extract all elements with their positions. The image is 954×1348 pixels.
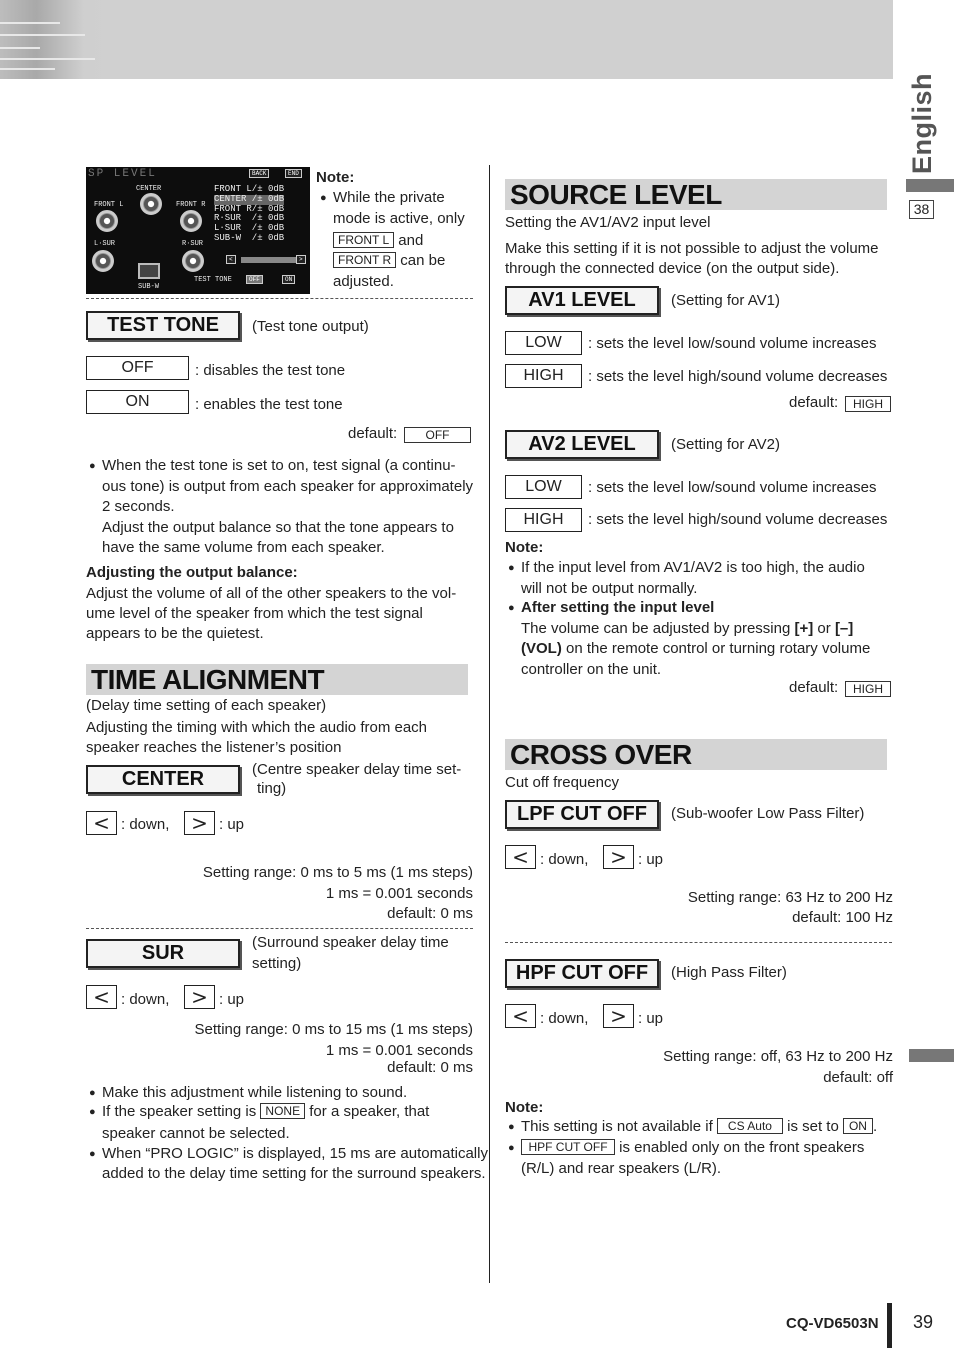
note-text: (VOL) on the remote control or turning rotary volume	[521, 640, 871, 657]
header-photo	[0, 0, 120, 79]
time-alignment-title: TIME ALIGNMENT	[86, 664, 468, 695]
center-ms: 1 ms = 0.001 seconds	[325, 885, 473, 902]
center-range: Setting range: 0 ms to 5 ms (1 ms steps)	[202, 864, 473, 881]
level-row: CENTER /± 0dB	[214, 193, 285, 204]
note-text: ● If the input level from AV1/AV2 is too high, the audio	[521, 558, 865, 578]
note-text: ● HPF CUT OFF is enabled only on the front speakers	[521, 1138, 864, 1158]
av2-level-button[interactable]: AV2 LEVEL	[505, 430, 659, 459]
bullet-text: added to the delay time setting for the surround speakers.	[102, 1165, 486, 1182]
bullet-text: ● Make this adjustment while listening to sound.	[102, 1083, 407, 1103]
left-arrow-icon: <	[226, 255, 236, 264]
bullet-text: Adjust the output balance so that the tone appears to	[102, 519, 454, 536]
ta-text: speaker reaches the listener’s position	[86, 739, 342, 756]
low-desc: : sets the level low/sound volume increases	[588, 479, 877, 496]
header-band	[0, 0, 893, 79]
sl-text: Make this setting if it is not possible to adjust the volume	[505, 240, 879, 257]
sur-range: Setting range: 0 ms to 15 ms (1 ms steps)	[194, 1021, 473, 1038]
center-button[interactable]: CENTER	[86, 765, 240, 794]
test-tone-on: ON	[282, 275, 295, 284]
on-desc: : enables the test tone	[195, 396, 343, 413]
sur-ms: 1 ms = 0.001 seconds	[325, 1042, 473, 1059]
off-desc: : disables the test tone	[195, 362, 346, 379]
hpf-cut-off-button[interactable]: HPF CUT OFF	[505, 959, 659, 988]
low-desc: : sets the level low/sound volume increases	[588, 335, 877, 352]
co-text: Cut off frequency	[505, 774, 619, 791]
av2-high-option[interactable]: HIGH	[505, 508, 582, 532]
sur-default: default: 0 ms	[387, 1059, 473, 1076]
level-row: FRONT L/± 0dB	[214, 184, 285, 194]
up-label: : up	[219, 991, 245, 1008]
sur-up-button[interactable]: >	[184, 985, 215, 1009]
test-tone-desc: (Test tone output)	[252, 318, 369, 335]
note-line: ● While the private	[333, 188, 445, 208]
on-box: ON	[843, 1118, 873, 1134]
note-text: ● This setting is not available if CS Auto is set to ON .	[521, 1117, 877, 1137]
divider	[86, 298, 473, 299]
level-row: FRONT R/± 0dB	[214, 203, 285, 214]
center-down-button[interactable]: <	[86, 811, 117, 835]
default-value: OFF	[404, 426, 471, 446]
test-tone-label: TEST TONE	[194, 276, 232, 284]
note-heading: Note:	[505, 1099, 544, 1116]
l-sur-label: L·SUR	[94, 240, 116, 248]
down-label: : down,	[540, 851, 589, 868]
sur-desc: setting)	[252, 955, 302, 972]
ta-text: (Delay time setting of each speaker)	[86, 697, 327, 714]
footer-bar	[887, 1303, 892, 1348]
hpf-cut-off-box: HPF CUT OFF	[521, 1139, 615, 1155]
note-heading: Note:	[505, 539, 544, 556]
none-box: NONE	[260, 1103, 305, 1119]
default-value: HIGH	[845, 680, 891, 700]
sp-level-screen	[86, 167, 310, 294]
hpf-default: default: off	[823, 1069, 893, 1086]
note-line: FRONT R can be	[333, 251, 445, 271]
model-number: CQ-VD6503N	[786, 1315, 879, 1332]
down-label: : down,	[121, 991, 170, 1008]
center-label: CENTER	[136, 185, 162, 193]
note-text: will not be output normally.	[521, 580, 698, 597]
cs-auto-box: CS Auto	[717, 1118, 783, 1134]
source-level-title: SOURCE LEVEL	[505, 179, 887, 210]
lpf-desc: (Sub-woofer Low Pass Filter)	[671, 805, 865, 822]
column-divider	[489, 165, 490, 1283]
note-line: FRONT L and	[333, 231, 423, 251]
note-text: (R/L) and rear speakers (L/R).	[521, 1160, 722, 1177]
high-desc: : sets the level high/sound volume decreases	[588, 511, 888, 528]
test-tone-button[interactable]: TEST TONE	[86, 311, 240, 340]
back-button: BACK	[249, 169, 269, 178]
right-arrow-icon: >	[296, 255, 306, 264]
note-text: controller on the unit.	[521, 661, 662, 678]
center-speaker-icon	[140, 193, 162, 215]
divider	[505, 942, 892, 943]
sur-desc: (Surround speaker delay time	[252, 934, 449, 951]
language-tab-bar	[906, 179, 954, 192]
center-desc: (Centre speaker delay time set-	[252, 761, 462, 778]
r-sur-label: R·SUR	[182, 240, 204, 248]
test-tone-off: OFF	[246, 275, 263, 284]
center-up-button[interactable]: >	[184, 811, 215, 835]
down-label: : down,	[121, 816, 170, 833]
note-text: ● After setting the input level	[521, 598, 714, 618]
level-row: SUB-W /± 0dB	[214, 232, 285, 243]
lpf-down-button[interactable]: <	[505, 845, 536, 869]
level-row: L·SUR /± 0dB	[214, 223, 285, 234]
sub-w-label: SUB-W	[138, 283, 160, 291]
sub-w-speaker-icon	[138, 263, 160, 279]
language-label: English	[907, 72, 937, 174]
av1-high-option[interactable]: HIGH	[505, 364, 582, 388]
note-line: adjusted.	[333, 273, 394, 290]
off-option[interactable]: OFF	[86, 356, 189, 380]
adj-text: appears to be the quietest.	[86, 625, 264, 642]
av2-desc: (Setting for AV2)	[671, 436, 780, 453]
default-label: default:	[348, 425, 398, 442]
up-label: : up	[638, 1010, 664, 1027]
lpf-up-button[interactable]: >	[603, 845, 634, 869]
front-l-label: FRONT L	[94, 201, 124, 209]
lpf-default: default: 100 Hz	[792, 909, 893, 926]
adj-text: ume level of the speaker from which the test signal	[86, 605, 423, 622]
front-r-box: FRONT R	[333, 252, 396, 268]
lpf-range: Setting range: 63 Hz to 200 Hz	[687, 889, 893, 906]
hpf-down-button[interactable]: <	[505, 1004, 536, 1028]
ta-text: Adjusting the timing with which the audio from each	[86, 719, 428, 736]
av1-desc: (Setting for AV1)	[671, 292, 780, 309]
note-heading: Note:	[316, 169, 355, 186]
side-page-number: 38	[909, 200, 934, 219]
bullet-text: have the same volume from each speaker.	[102, 539, 385, 556]
level-slider	[241, 257, 297, 263]
front-l-speaker-icon	[96, 210, 118, 232]
front-r-speaker-icon	[180, 210, 202, 232]
level-row: R·SUR /± 0dB	[214, 213, 285, 224]
center-default: default: 0 ms	[387, 905, 473, 922]
bullet-text: speaker cannot be selected.	[102, 1125, 290, 1142]
default-value: HIGH	[845, 395, 891, 415]
high-desc: : sets the level high/sound volume decreases	[588, 368, 888, 385]
divider	[86, 928, 473, 929]
cross-over-title: CROSS OVER	[505, 739, 887, 770]
l-sur-speaker-icon	[92, 250, 114, 272]
sur-down-button[interactable]: <	[86, 985, 117, 1009]
side-tab-bar	[909, 1049, 954, 1062]
level-rows	[214, 185, 284, 244]
end-button: END	[285, 169, 302, 178]
hpf-desc: (High Pass Filter)	[671, 964, 787, 981]
sl-text: Setting the AV1/AV2 input level	[505, 214, 711, 231]
bullet-text: ous tone) is output from each speaker for approximately	[102, 478, 474, 495]
av2-low-option[interactable]: LOW	[505, 475, 582, 499]
bullet-text: ● If the speaker setting is NONE for a speaker, that	[102, 1102, 429, 1122]
lpf-cut-off-button[interactable]: LPF CUT OFF	[505, 800, 659, 829]
screen-title: SP LEVEL	[88, 168, 157, 180]
hpf-range: Setting range: off, 63 Hz to 200 Hz	[663, 1048, 893, 1065]
av1-low-option[interactable]: LOW	[505, 331, 582, 355]
on-option[interactable]: ON	[86, 390, 189, 414]
down-label: : down,	[540, 1010, 589, 1027]
bullet-text: ● When the test tone is set to on, test signal (a continu-	[102, 456, 456, 476]
bullet-text: 2 seconds.	[102, 498, 175, 515]
note-line: mode is active, only	[333, 210, 465, 227]
note-text: The volume can be adjusted by pressing [+] or [–]	[521, 620, 854, 637]
bullet-text: ● When “PRO LOGIC” is displayed, 15 ms are automatically	[102, 1144, 488, 1164]
r-sur-speaker-icon	[182, 250, 204, 272]
center-desc: ting)	[257, 780, 287, 797]
up-label: : up	[219, 816, 245, 833]
up-label: : up	[638, 851, 664, 868]
sur-button[interactable]: SUR	[86, 939, 240, 968]
adj-heading: Adjusting the output balance:	[86, 564, 298, 581]
front-l-box: FRONT L	[333, 232, 394, 248]
hpf-up-button[interactable]: >	[603, 1004, 634, 1028]
adj-text: Adjust the volume of all of the other speakers to the vol-	[86, 585, 457, 602]
front-r-label: FRONT R	[176, 201, 206, 209]
page-number: 39	[913, 1312, 934, 1332]
sl-text: through the connected device (on the output side).	[505, 260, 840, 277]
default-label: default:	[789, 394, 839, 411]
default-label: default:	[789, 679, 839, 696]
av1-level-button[interactable]: AV1 LEVEL	[505, 286, 659, 315]
